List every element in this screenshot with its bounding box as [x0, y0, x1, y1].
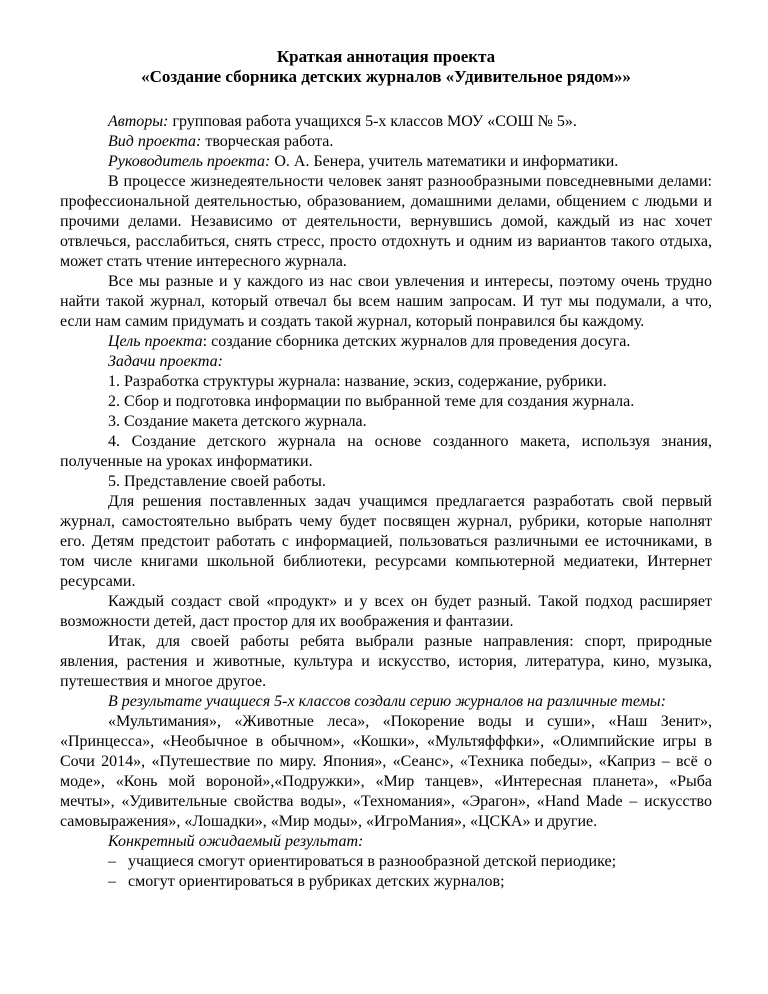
project-type-line	[60, 132, 712, 152]
task-item-2: 2. Сбор и подготовка информации по выбранной теме для создания журнала.	[108, 393, 635, 410]
project-type-label: Вид проекта:	[108, 133, 202, 150]
paragraph-solution: Для решения поставленных задач учащимся предлагается разработать свой первый журнал, самостоятельно выбрать чему будет посвящен журнал, рубрики, которые наполнят его. Детям предстоит работать с информацией, пользоваться различными ее источниками, в том числе книгами школьной библиотеки, ресурсами компьютерной медиатеки, Интернет ресурсами.	[60, 493, 712, 590]
goal-line	[60, 332, 712, 352]
authors-text: групповая работа учащихся 5-х классов МОУ «СОШ № 5».	[168, 113, 577, 130]
leader-line	[60, 152, 712, 172]
tasks-heading: Задачи проекта:	[108, 353, 223, 370]
document-title-line1: Краткая аннотация проекта	[276, 47, 496, 66]
list-item	[60, 852, 712, 872]
expected-result-heading: Конкретный ожидаемый результат:	[108, 833, 364, 850]
journal-list: «Мультимания», «Животные леса», «Покорение воды и суши», «Наш Зенит», «Принцесса», «Необычное в обычном», «Кошки», «Мультяфффки», «Олимпийские игры в Сочи 2014», «Путешествие по миру. Япония», «Сеанс», «Техника победы», «Каприз – всё о моде», «Конь мой вороной»,«Подружки», «Мир танцев», «Интересная планета», «Рыба мечты», «Удивительные свойства воды», «Техномания», «Эрагон», «Hand Made – искусство самовыражения», «Лошадки», «Мир моды», «ИгроМания», «ЦСКА» и другие.	[60, 713, 712, 830]
authors-line	[60, 112, 712, 132]
authors-label: Авторы:	[108, 113, 169, 130]
dash-marker: –	[108, 853, 116, 870]
project-type-text: творческая работа.	[201, 133, 334, 150]
task-item-1: 1. Разработка структуры журнала: название, эскиз, содержание, рубрики.	[108, 373, 607, 390]
list-item	[60, 872, 712, 892]
leader-text: О. А. Бенера, учитель математики и информатики.	[270, 153, 619, 170]
dash-marker: –	[108, 873, 116, 890]
result-intro: В результате учащиеся 5-х классов создали серию журналов на различные темы:	[108, 693, 666, 710]
leader-label: Руководитель проекта:	[108, 153, 271, 170]
paragraph-motivation: Все мы разные и у каждого из нас свои увлечения и интересы, поэтому очень трудно найти такой журнал, который отвечал бы всем нашим запросам. И тут мы подумали, а что, если нам самим придумать и создать такой журнал, который понравился бы каждому.	[60, 273, 712, 330]
task-item-3: 3. Создание макета детского журнала.	[108, 413, 367, 430]
document-body	[60, 112, 712, 892]
paragraph-intro: В процессе жизнедеятельности человек занят разнообразными повседневными делами: профессиональной деятельностью, образованием, домашними делами, общением с людьми и прочими делами. Независимо от деятельности, вернувшись домой, каждый из нас хочет отвлечься, расслабиться, снять стресс, просто отдохнуть и одним из вариантов такого отдыха, может стать чтение интересного журнала.	[60, 173, 712, 270]
paragraph-product: Каждый создаст свой «продукт» и у всех он будет разный. Такой подход расширяет возможности детей, даст простор для их воображения и фантазии.	[60, 593, 712, 630]
paragraph-directions: Итак, для своей работы ребята выбрали разные направления: спорт, природные явления, растения и животные, культура и искусство, история, литература, кино, музыка, путешествия и многое другое.	[60, 633, 712, 690]
task-item-5: 5. Представление своей работы.	[108, 473, 326, 490]
goal-label: Цель проекта	[108, 333, 203, 350]
task-item-4: 4. Создание детского журнала на основе созданного макета, используя знания, полученные на уроках информатики.	[60, 433, 712, 470]
bullet-text-1: учащиеся смогут ориентироваться в разнообразной детской периодике;	[128, 853, 617, 870]
bullet-text-2: смогут ориентироваться в рубриках детских журналов;	[128, 873, 505, 890]
goal-text: : создание сборника детских журналов для проведения досуга.	[202, 333, 631, 350]
document-title-line2: «Создание сборника детских журналов «Удивительное рядом»»	[141, 67, 631, 86]
